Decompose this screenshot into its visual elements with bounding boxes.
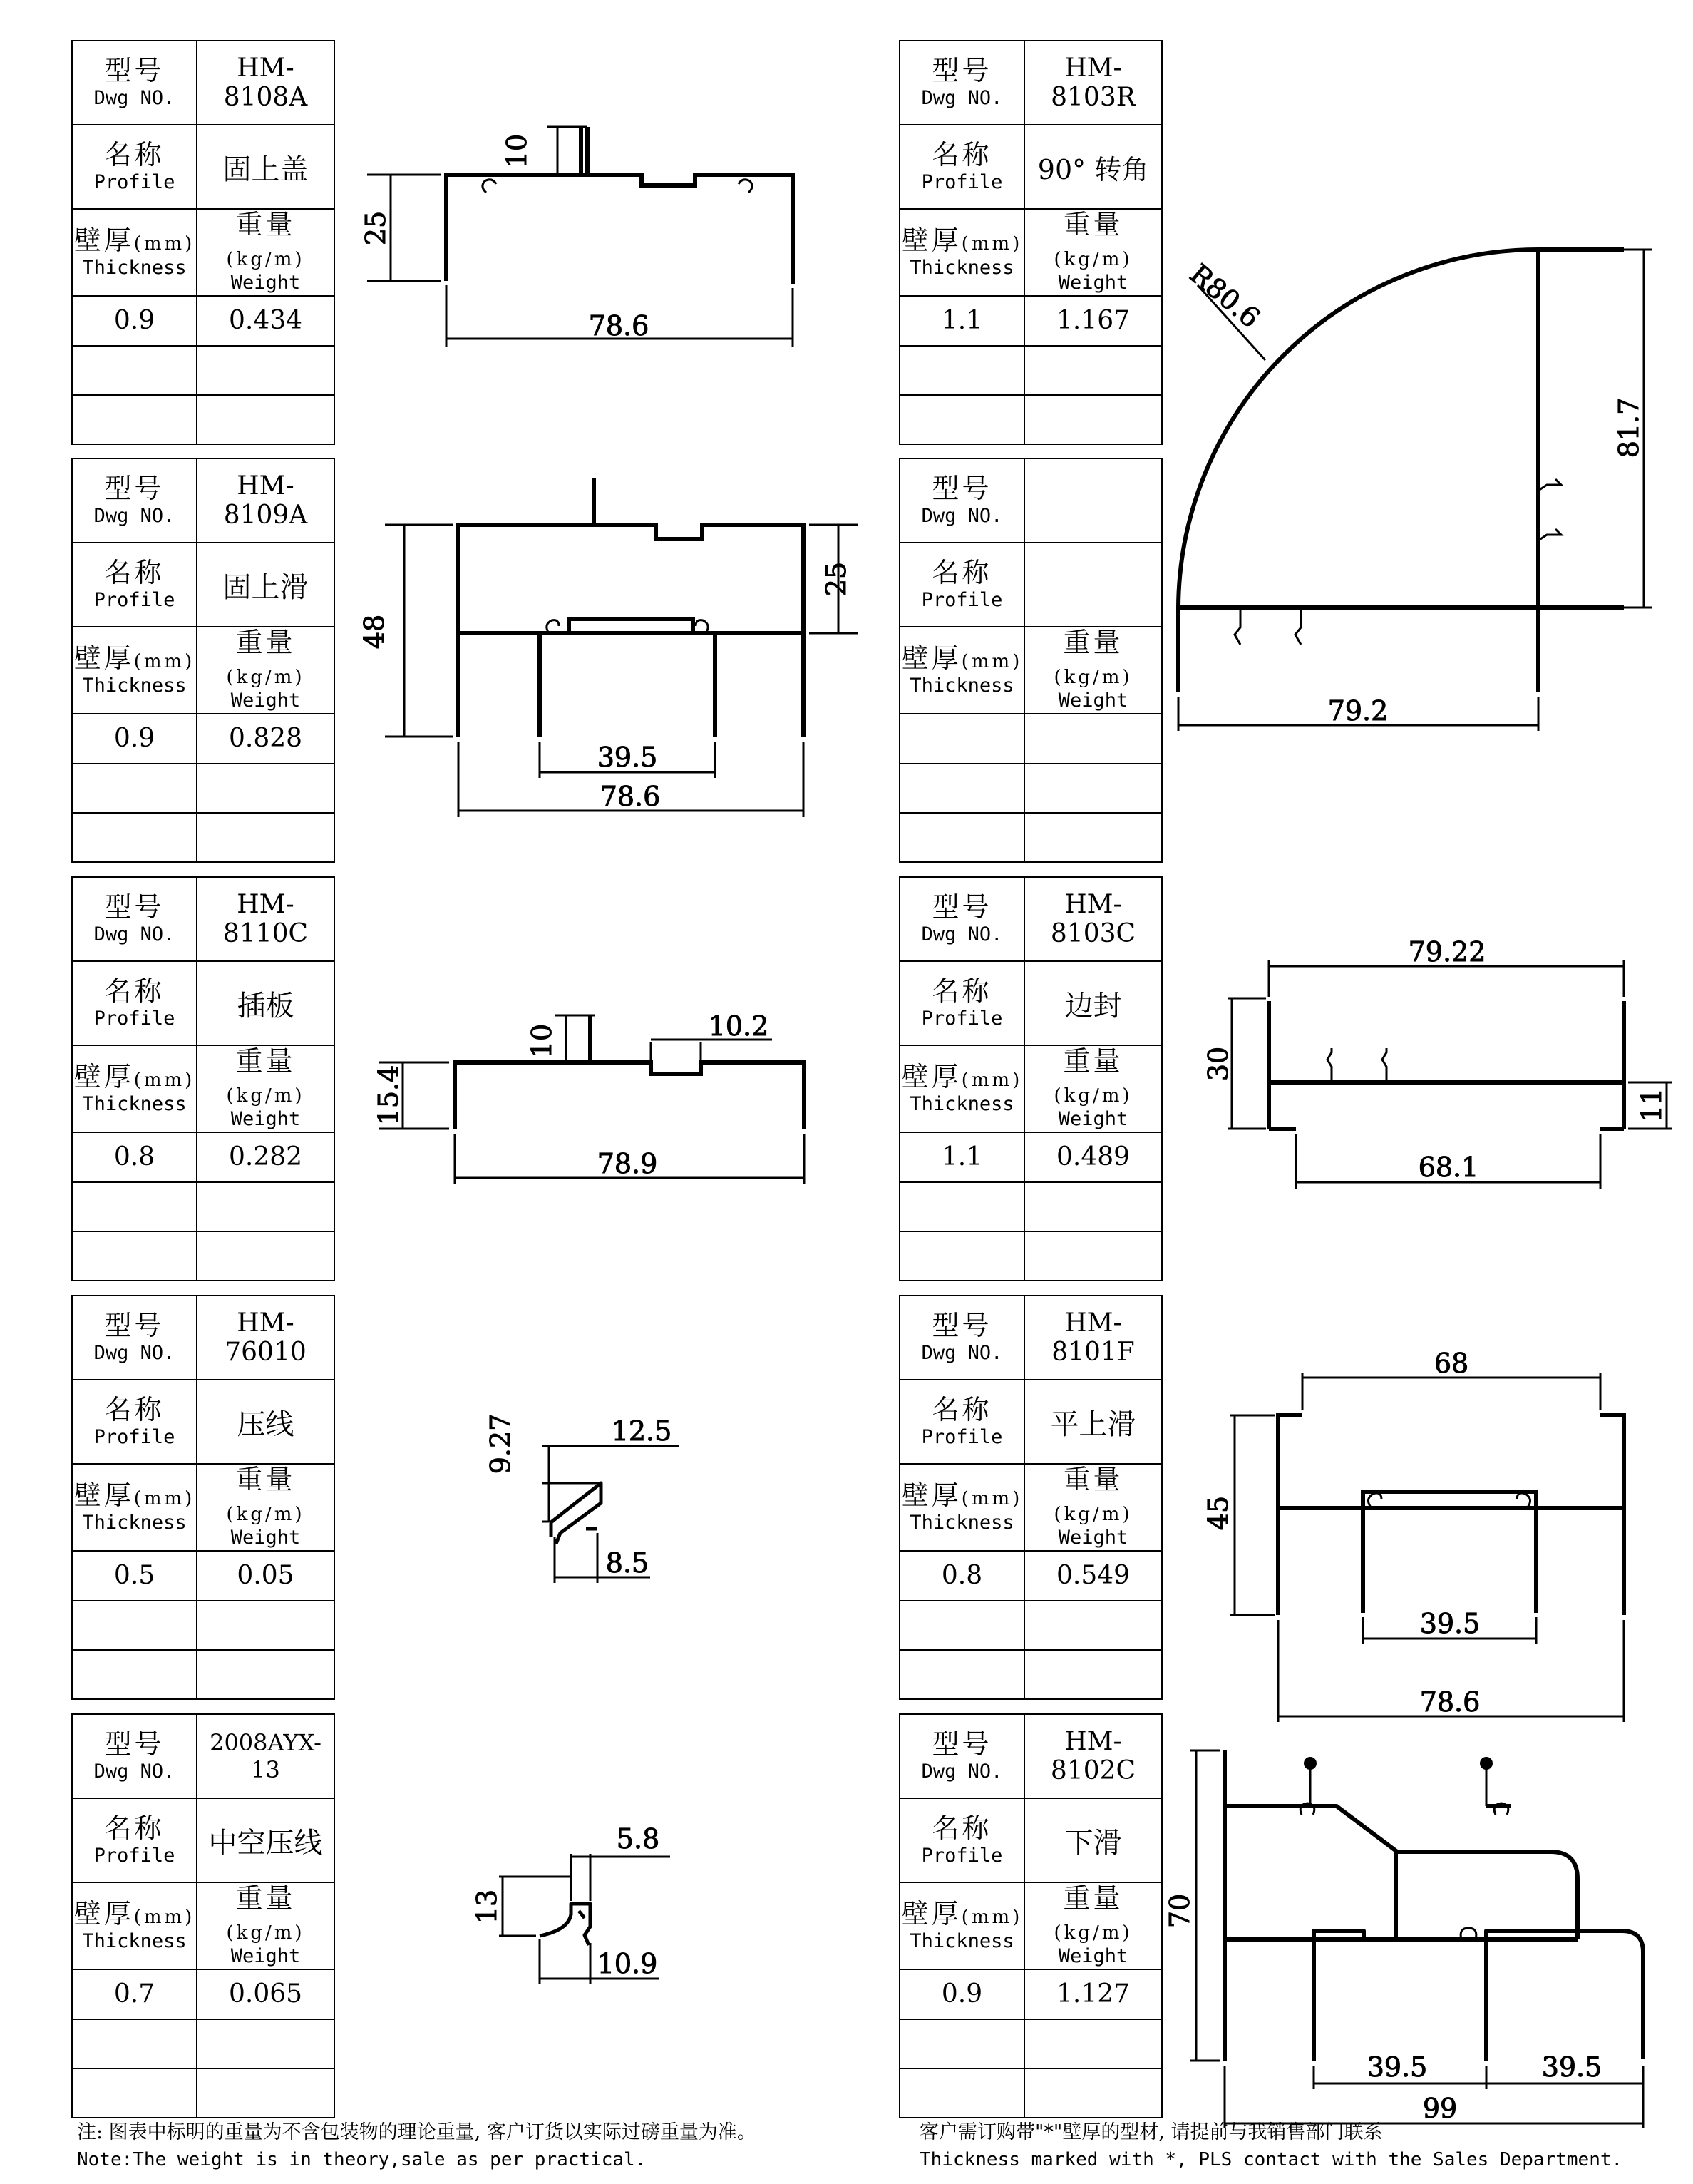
profile-name: 插板 [197, 961, 334, 1045]
model-label: 型号 [932, 891, 992, 923]
dwg-number: HM-8102C [1024, 1714, 1162, 1798]
dimension-label: 78.6 [600, 781, 661, 812]
name-label: 名称 [932, 138, 992, 170]
thickness-value: 0.8 [72, 1132, 197, 1182]
model-label: 型号 [932, 54, 992, 86]
dimension-label: 39.5 [1541, 2051, 1602, 2083]
weight-label: 重量(kg/m) [226, 1045, 305, 1107]
dimension-label: 10 [501, 133, 532, 169]
weight-value: 0.489 [1024, 1132, 1162, 1182]
dwg-number: HM-8110C [197, 877, 334, 961]
spec-table-2008ayx-13: 型号 Dwg NO. 2008AYX-13 名称 Profile 中空压线 壁厚(mm) Thickness 重量(kg/m) Weight 0.7 0.065 [71, 1713, 335, 2118]
thickness-label: 壁厚(mm) [73, 642, 195, 674]
weight-value: 1.127 [1024, 1969, 1162, 2019]
thickness-label: 壁厚(mm) [901, 1479, 1023, 1511]
dwg-number: 2008AYX-13 [197, 1714, 334, 1798]
dimension-label: 79.2 [1327, 695, 1389, 727]
spec-table-hm-8103r: 型号 Dwg NO. HM-8103R 名称 Profile 90° 转角 壁厚(mm) Thickness 重量(kg/m) Weight 1.1 1.167 [899, 40, 1163, 445]
spec-table-hm-8101f: 型号 Dwg NO. HM-8101F 名称 Profile 平上滑 壁厚(mm) Thickness 重量(kg/m) Weight 0.8 0.549 [899, 1295, 1163, 1700]
dimension-label: 10.2 [708, 1010, 769, 1042]
model-label: 型号 [104, 472, 165, 504]
dimension-label: 70 [1164, 1893, 1195, 1929]
thickness-value: 0.8 [900, 1551, 1024, 1601]
weight-note-cn: 注: 图表中标明的重量为不含包装物的理论重量, 客户订货以实际过磅重量为准。 [77, 2121, 756, 2143]
footer-note-left [77, 2119, 756, 2173]
weight-value: 0.434 [197, 296, 334, 346]
thickness-value: 0.7 [72, 1969, 197, 2019]
name-label: 名称 [932, 1812, 992, 1844]
weight-label: 重量(kg/m) [226, 1464, 305, 1525]
model-label: 型号 [932, 472, 992, 504]
name-label: 名称 [932, 975, 992, 1007]
dwg-number: HM-8103C [1024, 877, 1162, 961]
dimension-label: 15.4 [373, 1065, 404, 1126]
weight-label: 重量(kg/m) [226, 209, 305, 270]
weight-label: 重量(kg/m) [1054, 1882, 1133, 1944]
thickness-value: 0.9 [72, 296, 197, 346]
model-label: 型号 [104, 891, 165, 923]
dimension-label: 25 [820, 561, 852, 597]
weight-label: 重量(kg/m) [1054, 1045, 1133, 1107]
dwg-number: HM-8103R [1024, 41, 1162, 125]
spec-table-hm-8103c: 型号 Dwg NO. HM-8103C 名称 Profile 边封 壁厚(mm) Thickness 重量(kg/m) Weight 1.1 0.489 [899, 876, 1163, 1281]
thickness-label: 壁厚(mm) [901, 642, 1023, 674]
dwg-number: HM-8109A [197, 458, 334, 543]
thickness-label: 壁厚(mm) [73, 224, 195, 256]
dimension-label: 12.5 [611, 1415, 672, 1447]
name-label: 名称 [104, 138, 165, 170]
weight-value: 0.549 [1024, 1551, 1162, 1601]
dimension-label: 10 [526, 1023, 557, 1059]
spec-table-hm-8102c: 型号 Dwg NO. HM-8102C 名称 Profile 下滑 壁厚(mm) Thickness 重量(kg/m) Weight 0.9 1.127 [899, 1713, 1163, 2118]
thickness-value: 0.9 [72, 714, 197, 764]
model-label: 型号 [932, 1728, 992, 1760]
dimension-label: 45 [1203, 1495, 1234, 1531]
name-label: 名称 [932, 1393, 992, 1425]
dimension-label: 79.22 [1408, 936, 1486, 968]
thickness-note-en: Thickness marked with *, PLS contact with the Sales Department. [920, 2149, 1623, 2170]
weight-value: 0.282 [197, 1132, 334, 1182]
thickness-label: 壁厚(mm) [73, 1479, 195, 1511]
weight-label: 重量(kg/m) [226, 627, 305, 688]
profile-name: 平上滑 [1024, 1380, 1162, 1464]
drawing-hm-8108a [360, 127, 793, 347]
name-label: 名称 [104, 556, 165, 588]
dwg-number: HM-76010 [197, 1296, 334, 1380]
thickness-label: 壁厚(mm) [901, 1060, 1023, 1092]
dimension-label: 68.1 [1418, 1152, 1479, 1183]
thickness-label: 壁厚(mm) [901, 1897, 1023, 1929]
dimension-label: 99 [1422, 2093, 1458, 2124]
weight-value: 0.828 [197, 714, 334, 764]
thickness-note-cn: 客户需订购带"*"壁厚的型材, 请提前与我销售部门联系 [920, 2121, 1383, 2143]
model-label: 型号 [104, 1309, 165, 1341]
profile-name: 90° 转角 [1024, 125, 1162, 209]
dimension-label: 9.27 [485, 1413, 516, 1475]
profile-name: 中空压线 [197, 1798, 334, 1882]
profile-name: 压线 [197, 1380, 334, 1464]
weight-value: 0.05 [197, 1551, 334, 1601]
profile-name: 固上盖 [197, 125, 334, 209]
spec-table-blank: 型号 Dwg NO. 名称 Profile 壁厚(mm) Thickness 重量(kg/m) Weight [899, 458, 1163, 863]
thickness-label: 壁厚(mm) [73, 1897, 195, 1929]
spec-table-hm-8108a: 型号 Dwg NO. HM-8108A 名称 Profile 固上盖 壁厚(mm) Thickness 重量(kg/m) Weight 0.9 0.434 [71, 40, 335, 445]
spec-table-hm-8110c: 型号 Dwg NO. HM-8110C 名称 Profile 插板 壁厚(mm) Thickness 重量(kg/m) Weight 0.8 0.282 [71, 876, 335, 1281]
weight-label: 重量(kg/m) [226, 1882, 305, 1944]
model-label: 型号 [932, 1309, 992, 1341]
thickness-value: 1.1 [900, 1132, 1024, 1182]
drawing-hm-8103c [1203, 936, 1672, 1189]
drawing-hm-76010 [485, 1414, 679, 1583]
drawing-hm-8109a [359, 478, 858, 817]
spec-table-hm-8109a: 型号 Dwg NO. HM-8109A 名称 Profile 固上滑 壁厚(mm) Thickness 重量(kg/m) Weight 0.9 0.828 [71, 458, 335, 863]
weight-note-en: Note:The weight is in theory,sale as per practical. [77, 2149, 647, 2170]
dimension-label: 13 [471, 1889, 503, 1924]
name-label: 名称 [104, 1812, 165, 1844]
thickness-value: 1.1 [900, 296, 1024, 346]
dimension-label: 78.6 [588, 310, 649, 342]
dimension-label: 48 [359, 614, 390, 650]
weight-label: 重量(kg/m) [1054, 1464, 1133, 1525]
name-label: 名称 [104, 1393, 165, 1425]
thickness-label: 壁厚(mm) [901, 224, 1023, 256]
model-label: 型号 [104, 1728, 165, 1760]
thickness-value: 0.9 [900, 1969, 1024, 2019]
dimension-label: 78.6 [1419, 1686, 1481, 1718]
weight-label: 重量(kg/m) [1054, 627, 1133, 688]
weight-value: 1.167 [1024, 296, 1162, 346]
spec-table-hm-76010: 型号 Dwg NO. HM-76010 名称 Profile 压线 壁厚(mm) Thickness 重量(kg/m) Weight 0.5 0.05 [71, 1295, 335, 1700]
drawing-hm-8110c [373, 1010, 804, 1184]
thickness-label: 壁厚(mm) [73, 1060, 195, 1092]
dwg-number: HM-8108A [197, 41, 334, 125]
dimension-label: 39.5 [597, 742, 658, 773]
drawing-hm-8102c [1164, 1750, 1643, 2128]
dimension-label: 68 [1434, 1348, 1469, 1379]
dimension-label: 78.9 [597, 1148, 658, 1179]
dimension-label: 8.5 [605, 1547, 649, 1579]
profile-name: 下滑 [1024, 1798, 1162, 1882]
dimension-label: R80.6 [1183, 257, 1266, 334]
drawing-hm-8103r [1178, 250, 1652, 731]
thickness-value: 0.5 [72, 1551, 197, 1601]
weight-value: 0.065 [197, 1969, 334, 2019]
dimension-label: 11 [1636, 1087, 1667, 1123]
drawing-hm-8101f [1203, 1348, 1624, 1722]
dimension-label: 30 [1203, 1046, 1234, 1082]
dimension-label: 25 [360, 210, 391, 246]
drawing-2008ayx-13 [471, 1823, 670, 1984]
weight-label: 重量(kg/m) [1054, 209, 1133, 270]
dimension-label: 39.5 [1419, 1608, 1481, 1639]
name-label: 名称 [932, 556, 992, 588]
dimension-label: 39.5 [1367, 2051, 1428, 2083]
profile-name: 固上滑 [197, 543, 334, 627]
profile-name: 边封 [1024, 961, 1162, 1045]
dimension-label: 81.7 [1613, 397, 1645, 458]
name-label: 名称 [104, 975, 165, 1007]
dwg-number: HM-8101F [1024, 1296, 1162, 1380]
dimension-label: 10.9 [597, 1948, 658, 1979]
dimension-label: 5.8 [616, 1823, 660, 1855]
footer-note-right [920, 2119, 1622, 2173]
model-label: 型号 [104, 54, 165, 86]
